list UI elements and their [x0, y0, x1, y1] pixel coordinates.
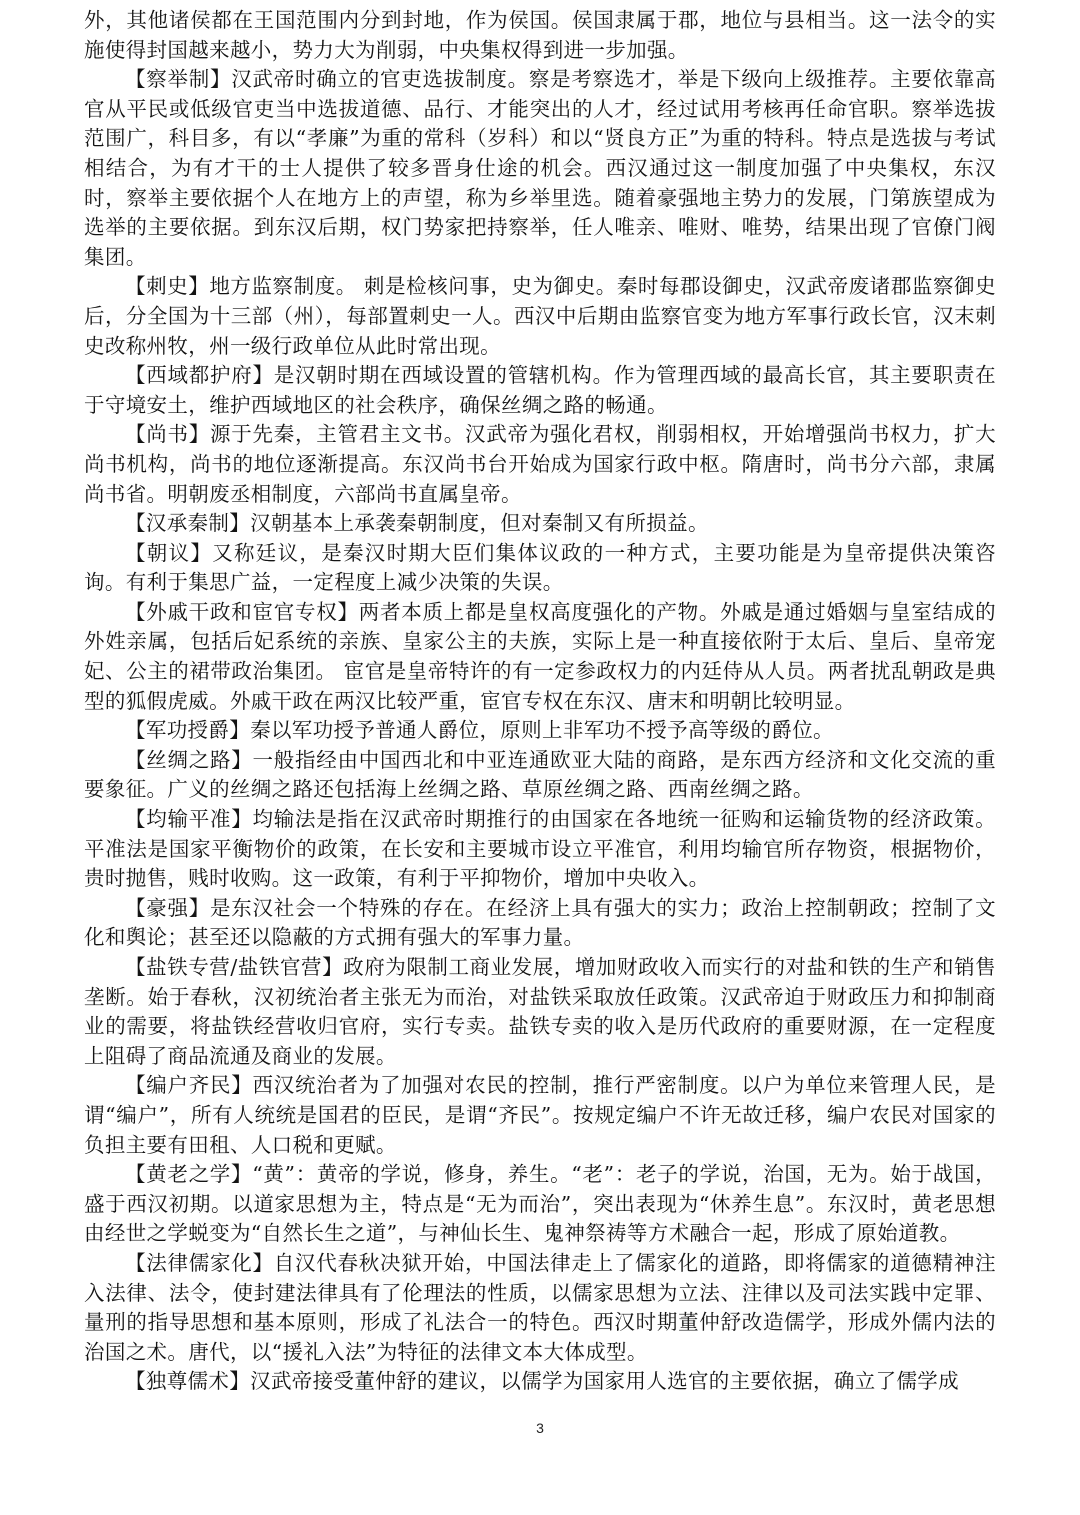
entry-text: 是东汉社会一个特殊的存在。在经济上具有强大的实力；政治上控制朝政；控制了文化和舆论；甚至还以隐蔽的方式拥有强大的军事力量。 — [84, 895, 996, 950]
entry-text: 又称廷议，是秦汉时期大臣们集体议政的一种方式，主要功能是为皇帝提供决策咨询。有利于集思广益，一定程度上减少决策的失误。 — [84, 540, 996, 595]
glossary-entry — [84, 1249, 996, 1367]
glossary-entry — [84, 805, 996, 894]
glossary-entry — [84, 539, 996, 598]
entry-term: 【朝议】 — [125, 540, 213, 565]
entry-term: 【盐铁专营/盐铁官营】 — [125, 955, 344, 979]
entry-text: 自汉代春秋决狱开始，中国法律走上了儒家化的道路，即将儒家的道德精神注入法律、法令，使封建法律具有了伦理法的性质，以儒家思想为立法、注律以及司法实践中定罪、量刑的指导思想和基本原则，形成了礼法合一的特色。西汉时期董仲舒改造儒学，形成外儒内法的治国之术。唐代，以“援礼入法”为特征的法律文本大体成型。 — [84, 1250, 996, 1364]
glossary-entry — [84, 1160, 996, 1249]
entry-text: 两者本质上都是皇权高度强化的产物。外戚是通过婚姻与皇室结成的外姓亲属，包括后妃系统的亲族、皇家公主的夫族，实际上是一种直接依附于太后、皇后、皇帝宠妃、公主的裙带政治集团。 宦官是皇帝特许的有一定参政权力的内廷侍从人员。两者扰乱朝政是典型的狐假虎威。外戚干政在两汉比较严重，宦官专权在东汉、唐末和明朝比较明显。 — [84, 599, 996, 713]
glossary-entry — [84, 746, 996, 805]
glossary-entry — [84, 1071, 996, 1160]
page-number: 3 — [536, 1420, 544, 1436]
entry-term: 【黄老之学】 — [125, 1162, 253, 1187]
glossary-entry — [84, 272, 996, 361]
glossary-entries — [84, 6, 996, 1397]
glossary-entry — [84, 361, 996, 420]
glossary-entry — [84, 420, 996, 509]
entry-term: 【尚书】 — [125, 422, 211, 447]
entry-term: 【法律儒家化】 — [125, 1250, 274, 1275]
entry-term: 【外戚干政和宦官专权】 — [125, 599, 359, 624]
entry-text: “黄”：黄帝的学说，修身，养生。“老”：老子的学说，治国，无为。始于战国，盛于西汉初期。以道家思想为主，特点是“无为而治”，突出表现为“休养生息”。东汉时，黄老思想由经世之学蜕变为“自然长生之道”，与神仙长生、鬼神祭祷等方术融合一起，形成了原始道教。 — [84, 1162, 996, 1246]
entry-text: 政府为限制工商业发展，增加财政收入而实行的对盐和铁的生产和销售垄断。始于春秋，汉初统治者主张无为而治，对盐铁采取放任政策。汉武帝迫于财政压力和抑制商业的需要，将盐铁经营收归官府，实行专卖。盐铁专卖的收入是历代政府的重要财源，在一定程度上阻碍了商品流通及商业的发展。 — [84, 955, 996, 1068]
entry-term: 【丝绸之路】 — [125, 747, 253, 772]
entry-term: 【汉承秦制】 — [125, 511, 251, 536]
glossary-entry — [84, 953, 996, 1071]
entry-text: 一般指经由中国西北和中亚连通欧亚大陆的商路，是东西方经济和文化交流的重要象征。广义的丝绸之路还包括海上丝绸之路、草原丝绸之路、西南丝绸之路。 — [84, 747, 996, 802]
glossary-entry — [84, 65, 996, 272]
continued-paragraph — [84, 6, 996, 65]
entry-text: 源于先秦，主管君主文书。汉武帝为强化君权，削弱相权，开始增强尚书权力，扩大尚书机构，尚书的地位逐渐提高。东汉尚书台开始成为国家行政中枢。隋唐时，尚书分六部，隶属尚书省。明朝废丞相制度，六部尚书直属皇帝。 — [84, 422, 996, 506]
entry-text: 外，其他诸侯都在王国范围内分到封地，作为侯国。侯国隶属于郡，地位与县相当。这一法令的实施使得封国越来越小，势力大为削弱，中央集权得到进一步加强。 — [84, 8, 996, 62]
entry-text: 汉朝基本上承袭秦朝制度，但对秦制又有所损益。 — [250, 511, 709, 536]
entry-term: 【编户齐民】 — [125, 1073, 253, 1098]
entry-term: 【独尊儒术】 — [125, 1369, 251, 1394]
entry-text: 是汉朝时期在西域设置的管辖机构。作为管理西域的最高长官，其主要职责在于守境安土，维护西域地区的社会秩序，确保丝绸之路的畅通。 — [84, 363, 996, 417]
entry-term: 【西域都护府】 — [125, 363, 274, 388]
entry-text: 汉武帝时确立的官吏选拔制度。察是考察选才，举是下级向上级推荐。主要依靠高官从平民或低级官吏当中选拔道德、品行、才能突出的人才，经过试用考核再任命官职。察举选拔范围广，科目多，有以“孝廉”为重的常科（岁科）和以“贤良方正”为重的特科。特点是选拔与考试相结合，为有才干的士人提供了较多晋身仕途的机会。西汉通过这一制度加强了中央集权，东汉时，察举主要依据个人在地方上的声望，称为乡举里选。随着豪强地主势力的发展，门第族望成为选举的主要依据。到东汉后期，权门势家把持察举，任人唯亲、唯财、唯势，结果出现了官僚门阀集团。 — [84, 67, 997, 269]
entry-term: 【刺史】 — [125, 274, 210, 299]
entry-term: 【察举制】 — [125, 67, 232, 92]
glossary-entry — [84, 1367, 996, 1397]
entry-text: 地方监察制度。 刺是检核问事，史为御史。秦时每郡设御史，汉武帝废诸郡监察御史后，分全国为十三部（州），每部置刺史一人。西汉中后期由监察官变为地方军事行政长官，汉末刺史改称州牧，州一级行政单位从此时常出现。 — [84, 274, 996, 358]
entry-text: 均输法是指在汉武帝时期推行的由国家在各地统一征购和运输货物的经济政策。平准法是国家平衡物价的政策，在长安和主要城市设立平准官，利用均输官所存物资，根据物价，贵时抛售，贱时收购。这一政策，有利于平抑物价，增加中央收入。 — [84, 807, 996, 891]
glossary-entry — [84, 598, 996, 716]
entry-term: 【豪强】 — [125, 895, 211, 920]
entry-text: 汉武帝接受董仲舒的建议，以儒学为国家用人选官的主要依据，确立了儒学成 — [250, 1369, 960, 1394]
entry-text: 秦以军功授予普通人爵位，原则上非军功不授予高等级的爵位。 — [250, 718, 834, 743]
glossary-entry — [84, 509, 996, 539]
entry-term: 【军功授爵】 — [125, 718, 251, 743]
glossary-entry — [84, 716, 996, 746]
glossary-entry — [84, 894, 996, 953]
entry-term: 【均输平准】 — [125, 807, 253, 832]
entry-text: 西汉统治者为了加强对农民的控制，推行严密制度。以户为单位来管理人民，是谓“编户”，所有人统统是国君的臣民，是谓“齐民”。按规定编户不许无故迁移，编户农民对国家的负担主要有田租、人口税和更赋。 — [84, 1073, 996, 1157]
